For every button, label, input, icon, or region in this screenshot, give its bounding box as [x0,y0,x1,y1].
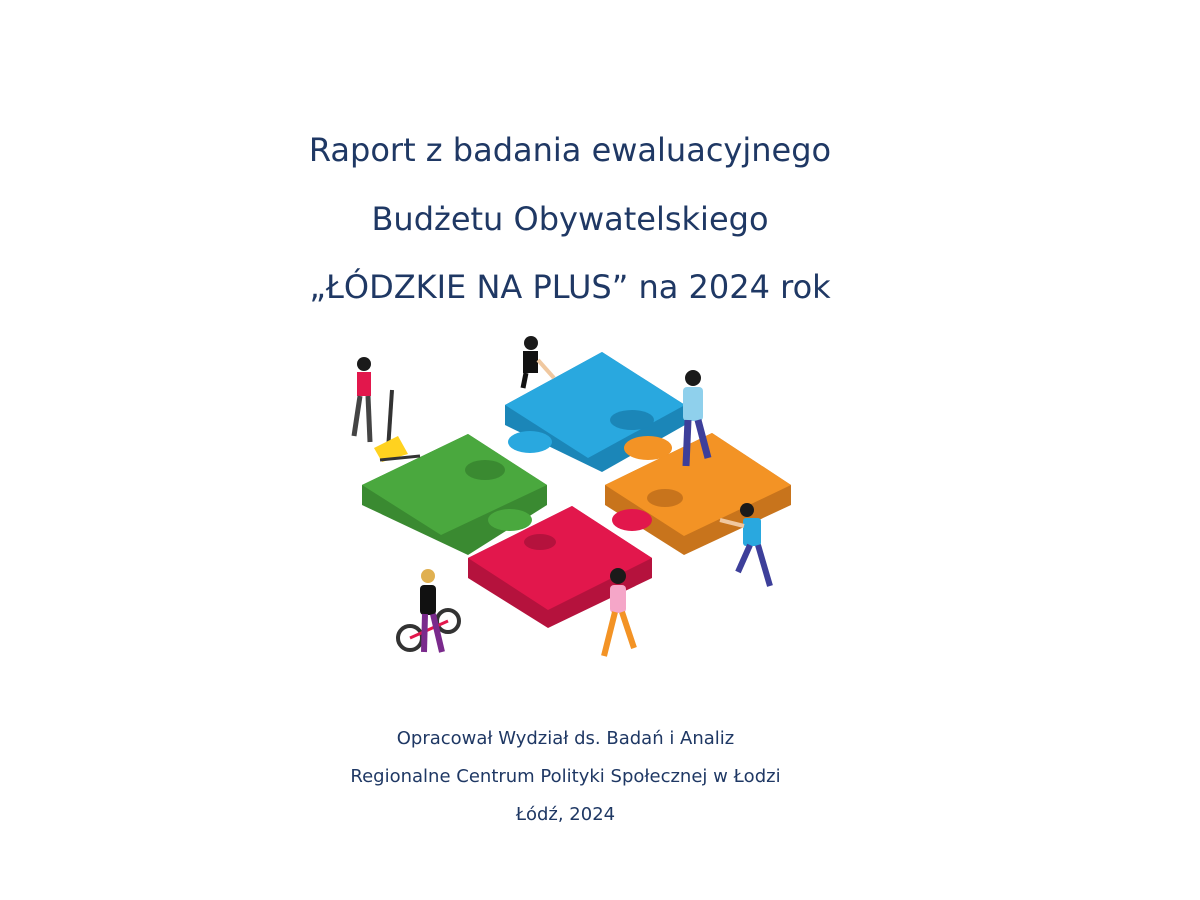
woman-with-bicycle [398,569,459,652]
place-and-year: Łódź, 2024 [515,804,616,825]
puzzle-people-illustration [340,330,800,670]
report-title-line-3: „ŁÓDZKIE NA PLUS” na 2024 rok [309,268,831,306]
person-pushing-blue-piece [523,336,554,388]
author-department: Opracował Wydział ds. Badań i Analiz [396,728,735,749]
report-title-line-1: Raport z badania ewaluacyjnego [308,131,832,169]
author-institution: Regionalne Centrum Polityki Społecznej w Łodzi [350,766,781,787]
orange-puzzle-piece [605,433,791,555]
report-title-line-2: Budżetu Obywatelskiego [371,200,769,238]
person-with-hand-truck [354,357,420,462]
